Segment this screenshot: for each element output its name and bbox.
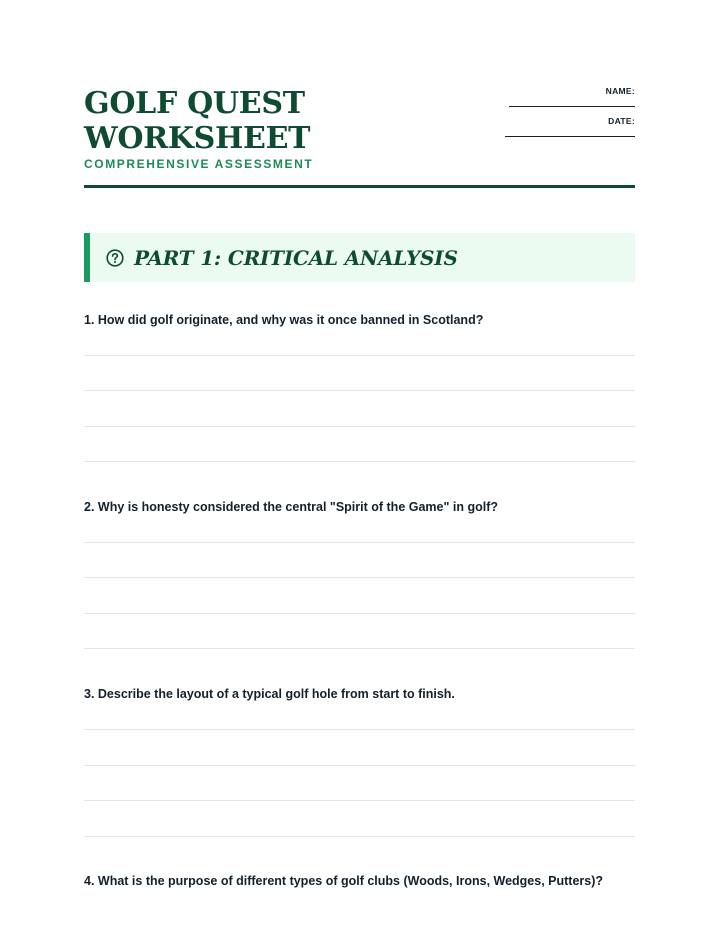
name-write-line[interactable] <box>509 106 635 107</box>
part-1-title: PART 1: CRITICAL ANALYSIS <box>134 245 458 270</box>
question-1-text: 1. How did golf originate, and why was it once banned in Scotland? <box>84 313 484 327</box>
worksheet-subtitle: COMPREHENSIVE ASSESSMENT <box>84 157 314 171</box>
name-label: NAME: <box>605 86 635 96</box>
answer-line[interactable] <box>84 355 635 356</box>
question-2-text: 2. Why is honesty considered the central "Spirit of the Game" in golf? <box>84 500 499 514</box>
answer-line[interactable] <box>84 426 635 427</box>
worksheet-page <box>84 0 635 888</box>
answer-line[interactable] <box>84 613 635 614</box>
question-3-text: 3. Describe the layout of a typical golf hole from start to finish. <box>84 687 455 701</box>
header-divider <box>84 185 635 188</box>
date-label: DATE: <box>608 116 635 126</box>
answer-line[interactable] <box>84 390 635 391</box>
date-write-line[interactable] <box>505 136 635 137</box>
title-line-2: WORKSHEET <box>84 121 311 156</box>
date-field[interactable] <box>503 116 635 146</box>
question-4 <box>84 873 635 889</box>
question-4-text: 4. What is the purpose of different types of golf clubs (Woods, Irons, Wedges, Putters)? <box>84 874 604 888</box>
name-field[interactable] <box>503 86 635 116</box>
answer-line[interactable] <box>84 542 635 543</box>
student-info-fields <box>503 86 635 146</box>
worksheet-title <box>84 86 310 156</box>
answer-line[interactable] <box>84 836 635 837</box>
part-1-banner <box>84 233 635 282</box>
answer-line[interactable] <box>84 729 635 730</box>
question-circle-icon <box>106 249 124 267</box>
answer-line[interactable] <box>84 461 635 462</box>
answer-line[interactable] <box>84 765 635 766</box>
question-1 <box>84 312 635 328</box>
answer-line[interactable] <box>84 800 635 801</box>
title-line-1: GOLF QUEST <box>84 86 305 121</box>
question-2 <box>84 499 635 515</box>
worksheet-header <box>84 0 635 190</box>
answer-line[interactable] <box>84 577 635 578</box>
question-3 <box>84 686 635 702</box>
answer-line[interactable] <box>84 648 635 649</box>
